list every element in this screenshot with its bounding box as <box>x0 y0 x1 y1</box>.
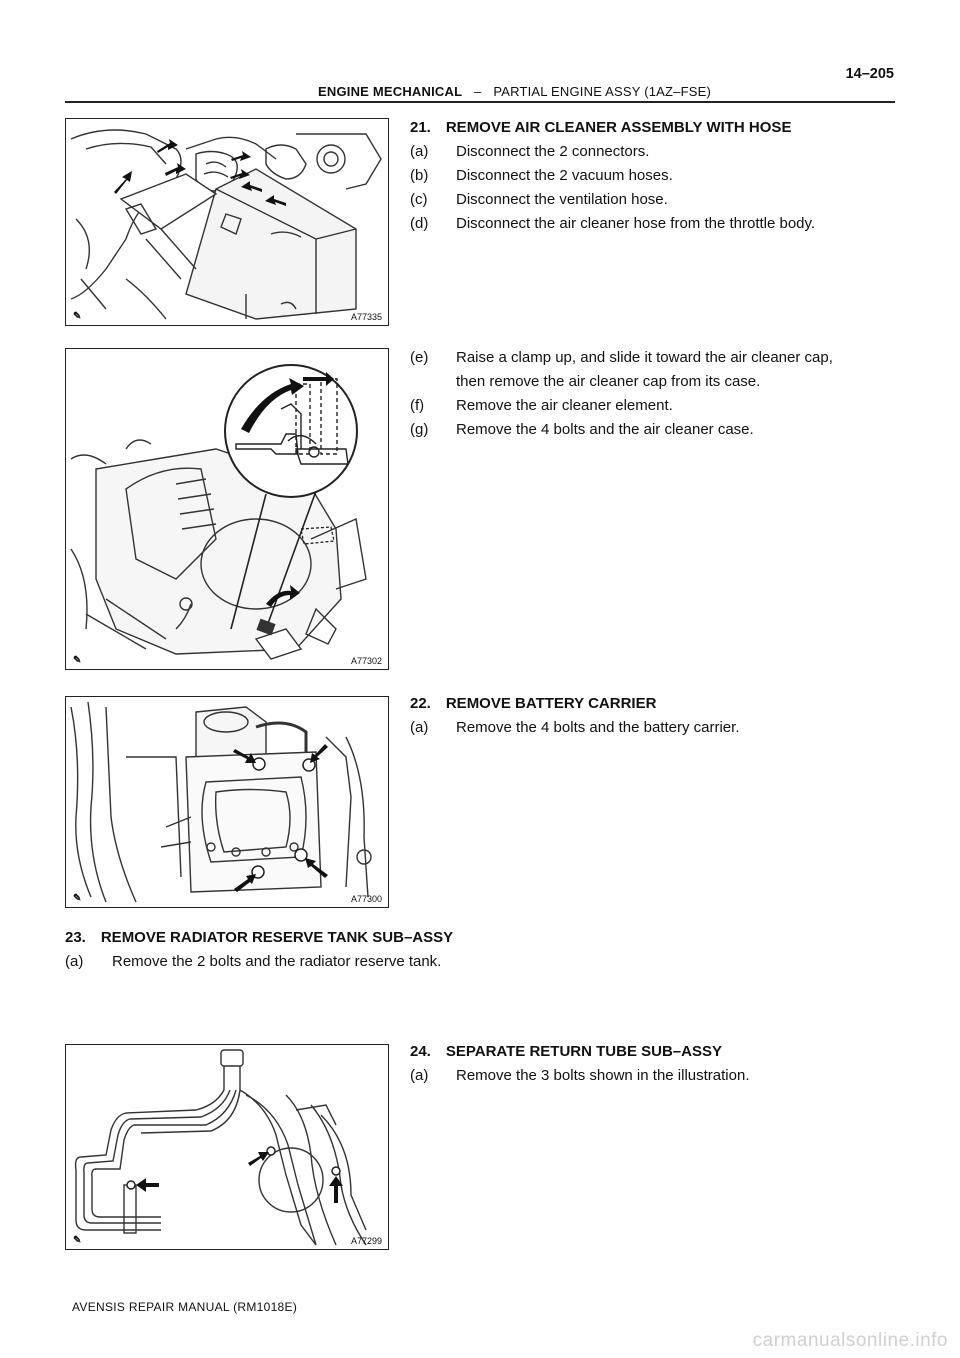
figure-return-tube <box>65 1044 389 1250</box>
step-24 <box>410 1040 750 1088</box>
step-21-item-b: (b) Disconnect the 2 vacuum hoses. <box>410 167 673 184</box>
manual-footer: AVENSIS REPAIR MANUAL (RM1018E) <box>72 1300 298 1314</box>
figure-air-cleaner <box>65 118 389 326</box>
subsection-title: PARTIAL ENGINE ASSY (1AZ–FSE) <box>493 84 712 99</box>
page-number: 14–205 <box>845 66 894 82</box>
figure-edit-mark: ✎ <box>73 311 82 322</box>
battery-carrier-illustration <box>66 697 387 906</box>
step-23 <box>65 926 453 974</box>
step-22 <box>410 692 739 740</box>
section-title: ENGINE MECHANICAL <box>318 84 463 99</box>
step-21-item-f: (f) Remove the air cleaner element. <box>410 397 673 414</box>
step-24-item-a: (a) Remove the 3 bolts shown in the illustration. <box>410 1067 750 1084</box>
figure-clamp <box>65 348 389 670</box>
step-22-heading: 22. REMOVE BATTERY CARRIER <box>410 695 657 712</box>
figure-edit-mark: ✎ <box>73 1235 82 1246</box>
step-21 <box>410 116 815 236</box>
step-21-item-g: (g) Remove the 4 bolts and the air cleaner case. <box>410 421 754 438</box>
header-separator: – <box>474 84 482 99</box>
clamp-illustration <box>66 349 387 668</box>
figure-code: A77300 <box>350 894 382 904</box>
step-23-item-a: (a) Remove the 2 bolts and the radiator reserve tank. <box>65 953 442 970</box>
return-tube-illustration <box>66 1045 387 1248</box>
step-22-item-a: (a) Remove the 4 bolts and the battery carrier. <box>410 719 740 736</box>
step-21-item-e-cont: then remove the air cleaner cap from its case. <box>456 373 761 390</box>
watermark-text: carmanualsonline.info <box>752 1330 948 1351</box>
header-rule <box>65 101 895 103</box>
step-24-heading: 24. SEPARATE RETURN TUBE SUB–ASSY <box>410 1043 722 1060</box>
step-21-item-e: (e) Raise a clamp up, and slide it toward the air cleaner cap, <box>410 349 833 366</box>
figure-battery-carrier <box>65 696 389 908</box>
figure-code: A77299 <box>350 1236 382 1246</box>
air-cleaner-illustration <box>66 119 387 324</box>
step-21-item-c: (c) Disconnect the ventilation hose. <box>410 191 668 208</box>
step-21-continued <box>410 346 833 442</box>
step-23-heading: 23. REMOVE RADIATOR RESERVE TANK SUB–ASSY <box>65 929 454 946</box>
step-21-item-d: (d) Disconnect the air cleaner hose from the throttle body. <box>410 215 816 232</box>
section-header <box>318 84 711 99</box>
figure-code: A77302 <box>350 656 382 666</box>
figure-edit-mark: ✎ <box>73 655 82 666</box>
figure-edit-mark: ✎ <box>73 893 82 904</box>
step-21-item-a: (a) Disconnect the 2 connectors. <box>410 143 650 160</box>
figure-code: A77335 <box>350 312 382 322</box>
step-21-heading: 21. REMOVE AIR CLEANER ASSEMBLY WITH HOSE <box>410 119 792 136</box>
